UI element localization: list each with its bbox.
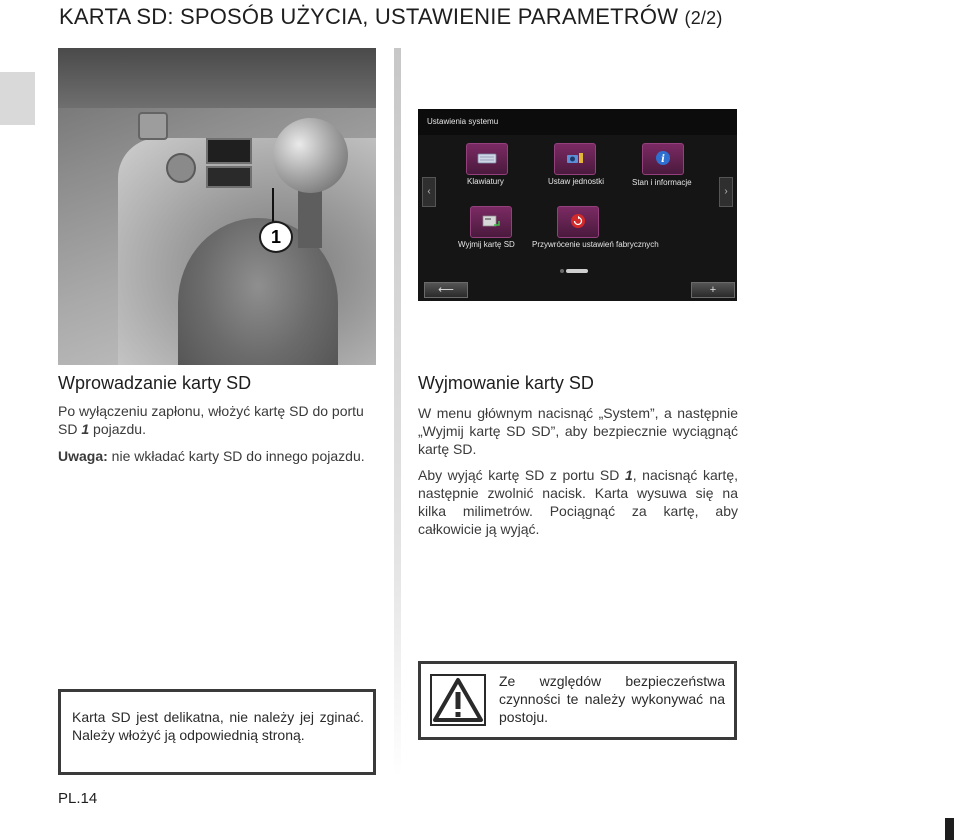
plus-button[interactable]: + (691, 282, 735, 298)
insert-sd-heading: Wprowadzanie karty SD (58, 373, 252, 393)
insert-sd-paragraph: Po wyłączeniu zapłonu, włożyć kartę SD do portu SD 1 pojazdu. (58, 403, 364, 437)
keyboard-label: Klawiatury (467, 177, 504, 186)
photo-vent (138, 112, 168, 140)
page-indicator-active (566, 269, 588, 273)
back-button[interactable]: ⟵ (424, 282, 468, 298)
keyboard-icon (477, 150, 497, 166)
safety-warning-text: Ze względów bezpieczeństwa czynności te należy wykonywać na postoju. (499, 673, 725, 725)
nav-left-arrow[interactable]: ‹ (422, 177, 436, 207)
screen-titlebar (418, 109, 737, 135)
sd-care-box (58, 689, 376, 775)
photo-usb-port (206, 138, 252, 164)
sd-care-text: Karta SD jest delikatna, nie należy jej zginać. Należy włożyć ją odpowiednią stroną. (72, 709, 364, 743)
sd-eject-tile[interactable] (470, 206, 512, 238)
page-number: PL.14 (58, 790, 98, 807)
sd-eject-icon (481, 213, 501, 229)
insert-sd-note: Uwaga: nie wkładać karty SD do innego pojazdu. (58, 448, 365, 464)
corner-marker (945, 818, 954, 840)
console-photo (58, 48, 376, 365)
callout-line (272, 188, 274, 222)
system-settings-screen (418, 109, 737, 301)
page-title: KARTA SD: SPOSÓB UŻYCIA, USTAWIENIE PARAMETRÓW (2/2) (59, 4, 723, 29)
page-title-suffix: (2/2) (684, 8, 723, 28)
eject-sd-paragraph-1: W menu głównym nacisnąć „System”, a następnie „Wyjmij kartę SD SD”, aby bezpiecznie wyciągnąć kartę SD. (418, 405, 738, 457)
callout-1: 1 (259, 221, 293, 253)
photo-dashboard (58, 48, 376, 108)
photo-round-button (166, 153, 196, 183)
units-tile[interactable] (554, 143, 596, 175)
eject-sd-paragraph-2: Aby wyjąć kartę SD z portu SD 1, nacisnąć kartę, następnie zwolnić nacisk. Karta wysuwa się na kilka milimetrów. Pociągnąć za kartę, aby całkowicie ją wyjąć. (418, 467, 738, 537)
photo-gear-knob (273, 118, 348, 193)
info-label: Stan i informacje (632, 178, 692, 187)
units-label: Ustaw jednostki (548, 177, 605, 186)
screen-title: Ustawienia systemu (427, 117, 499, 126)
units-icon (565, 150, 585, 166)
keyboard-tile[interactable] (466, 143, 508, 175)
nav-right-arrow[interactable]: › (719, 177, 733, 207)
factory-reset-label: Przywrócenie ustawień fabrycznych (532, 240, 659, 249)
column-divider (394, 48, 401, 778)
eject-sd-heading: Wyjmowanie karty SD (418, 373, 594, 393)
side-tab (0, 72, 35, 125)
sd-eject-label: Wyjmij kartę SD (458, 240, 515, 249)
photo-sd-port (206, 166, 252, 188)
page-indicator-inactive (560, 269, 564, 273)
svg-text:i: i (661, 154, 665, 165)
factory-reset-tile[interactable] (557, 206, 599, 238)
info-icon (653, 150, 673, 166)
info-tile[interactable] (642, 143, 684, 175)
factory-reset-icon (568, 213, 588, 229)
photo-knob-stem (298, 188, 322, 248)
warning-triangle-icon (430, 674, 486, 726)
